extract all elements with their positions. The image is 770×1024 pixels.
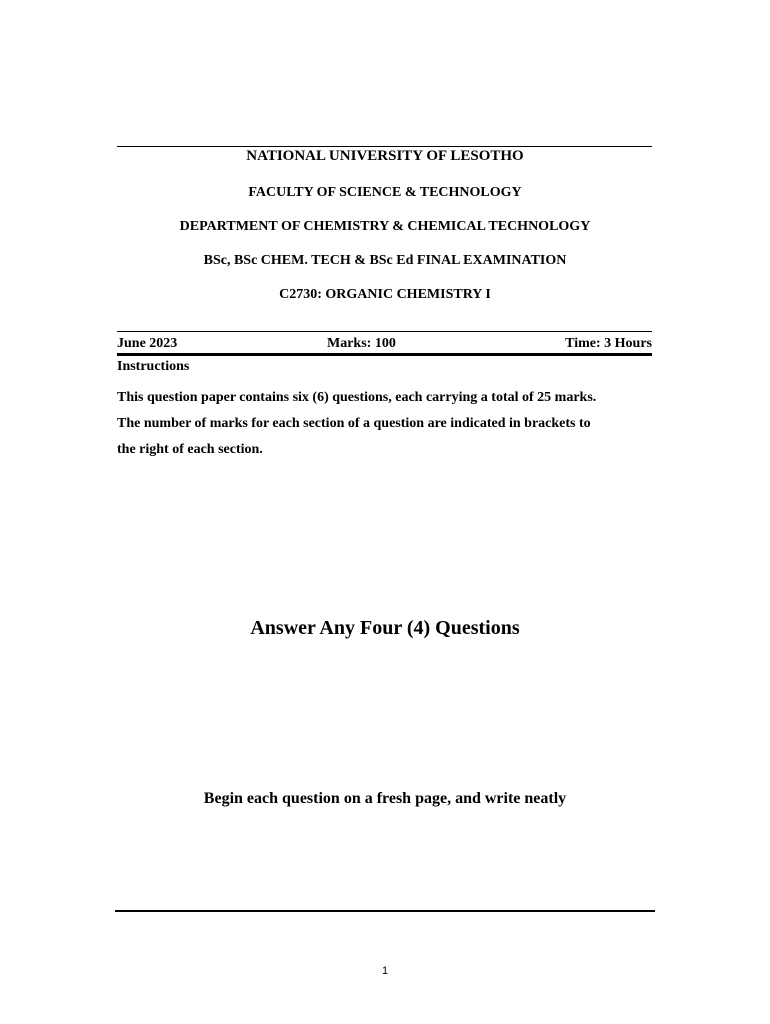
examination-title: BSc, BSc CHEM. TECH & BSc Ed FINAL EXAMINATION — [203, 253, 567, 268]
instruction-line: the right of each section. — [117, 442, 263, 457]
instruction-line: This question paper contains six (6) questions, each carrying a total of 25 marks. — [117, 390, 597, 405]
department-name: DEPARTMENT OF CHEMISTRY & CHEMICAL TECHNOLOGY — [179, 219, 591, 234]
page-number: 1 — [381, 965, 389, 977]
course-title: C2730: ORGANIC CHEMISTRY I — [279, 287, 491, 302]
faculty-name: FACULTY OF SCIENCE & TECHNOLOGY — [248, 185, 522, 200]
top-rule — [117, 146, 652, 147]
meta-bottom-rule — [117, 353, 652, 356]
bottom-rule — [115, 910, 655, 912]
exam-date: June 2023 — [117, 336, 178, 351]
exam-marks: Marks: 100 — [327, 336, 396, 351]
instruction-line: The number of marks for each section of a question are indicated in brackets to — [117, 416, 591, 431]
meta-top-rule — [117, 331, 652, 332]
answer-directive: Answer Any Four (4) Questions — [250, 617, 520, 639]
instructions-heading: Instructions — [117, 359, 190, 374]
exam-meta-row — [117, 336, 652, 354]
begin-note: Begin each question on a fresh page, and write neatly — [203, 790, 567, 807]
university-name: NATIONAL UNIVERSITY OF LESOTHO — [246, 148, 524, 164]
exam-time: Time: 3 Hours — [565, 336, 652, 351]
